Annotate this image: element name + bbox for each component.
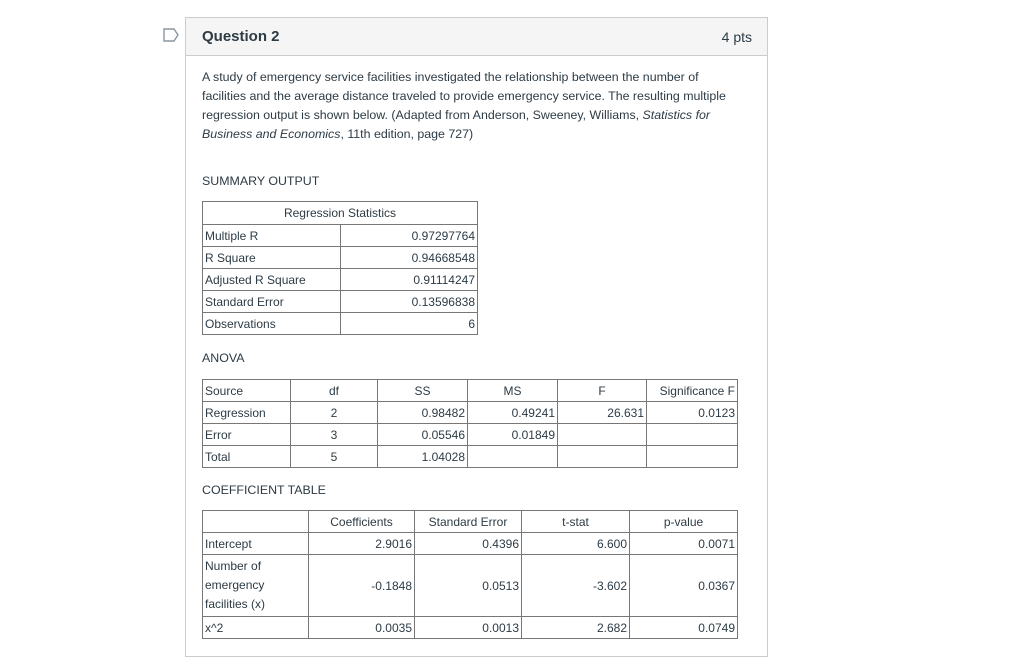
table-header-row: Source df SS MS F Significance F — [203, 380, 738, 402]
regression-statistics-title: Regression Statistics — [203, 202, 478, 225]
question-points: 4 pts — [721, 29, 752, 45]
table-row: Total 5 1.04028 — [203, 446, 738, 468]
coefficient-heading: COEFFICIENT TABLE — [202, 483, 326, 497]
anova-table — [202, 379, 738, 468]
question-title: Question 2 — [202, 28, 280, 45]
table-row: Regression 2 0.98482 0.49241 26.631 0.0123 — [203, 402, 738, 424]
coefficient-table — [202, 510, 738, 639]
question-card — [185, 17, 768, 657]
question-header — [186, 18, 767, 56]
table-row: Observations 6 — [203, 313, 478, 335]
flag-question-icon[interactable] — [163, 28, 179, 42]
table-row: x^2 0.0035 0.0013 2.682 0.0749 — [203, 617, 738, 639]
table-row: R Square 0.94668548 — [203, 247, 478, 269]
regression-statistics-table — [202, 201, 478, 335]
table-row: Number of emergency facilities (x) -0.1848 0.0513 -3.602 0.0367 — [203, 555, 738, 617]
table-row: Error 3 0.05546 0.01849 — [203, 424, 738, 446]
table-row: Multiple R 0.97297764 — [203, 225, 478, 247]
table-row: Standard Error 0.13596838 — [203, 291, 478, 313]
table-header-row: Coefficients Standard Error t-stat p-value — [203, 511, 738, 533]
table-row: Intercept 2.9016 0.4396 6.600 0.0071 — [203, 533, 738, 555]
table-row: Adjusted R Square 0.91114247 — [203, 269, 478, 291]
question-text: A study of emergency service facilities investigated the relationship between the number of facilities and the average distance traveled to provide emergency service. The resulting multiple regression output is shown below. (Adapted from Anderson, Sweeney, Williams, Statistics for Business and Economics, 11th edition, page 727) — [202, 70, 726, 141]
anova-heading: ANOVA — [202, 351, 245, 365]
summary-heading: SUMMARY OUTPUT — [202, 174, 320, 188]
